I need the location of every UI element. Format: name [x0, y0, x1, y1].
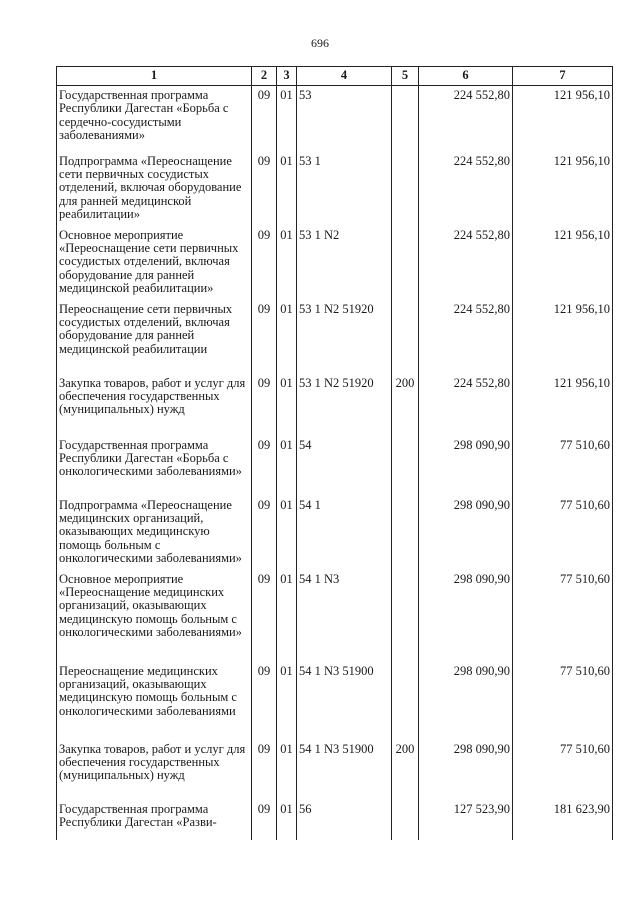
row-name: Основное мероприятие «Переоснащение сети первичных сосудистых отделений, включая оборудование для ранней медицинской реабилитации»	[57, 226, 252, 300]
row-amount-6: 298 090,90	[419, 662, 513, 740]
row-name: Подпрограмма «Переоснащение сети первичных сосудистых отделений, включая оборудование для ранней медицинской реабилитации»	[57, 152, 252, 226]
table-row	[57, 152, 613, 226]
row-subsection: 01	[277, 300, 297, 374]
row-subsection: 01	[277, 570, 297, 662]
table-row	[57, 800, 613, 840]
row-target-code: 53 1 N2 51920	[297, 300, 392, 374]
row-expense-type	[392, 226, 419, 300]
row-amount-7: 77 510,60	[513, 496, 613, 570]
row-amount-7: 77 510,60	[513, 740, 613, 800]
row-subsection: 01	[277, 152, 297, 226]
row-target-code: 54 1 N3 51900	[297, 662, 392, 740]
row-amount-6: 224 552,80	[419, 86, 513, 152]
row-target-code: 53 1	[297, 152, 392, 226]
row-section: 09	[252, 226, 277, 300]
row-target-code: 53	[297, 86, 392, 152]
col-header-4: 4	[297, 67, 392, 86]
row-name: Переоснащение медицинских организаций, оказывающих медицинскую помощь больным с онкологическими заболеваниями	[57, 662, 252, 740]
table-row	[57, 570, 613, 662]
table-row	[57, 496, 613, 570]
row-subsection: 01	[277, 800, 297, 840]
row-expense-type	[392, 570, 419, 662]
row-expense-type	[392, 800, 419, 840]
page-number: 696	[311, 36, 329, 50]
header-row	[57, 67, 613, 86]
row-name: Закупка товаров, работ и услуг для обеспечения государственных (муниципальных) нужд	[57, 740, 252, 800]
row-target-code: 54 1 N3	[297, 570, 392, 662]
table-row	[57, 86, 613, 152]
row-target-code: 54	[297, 436, 392, 496]
row-expense-type: 200	[392, 740, 419, 800]
row-expense-type	[392, 662, 419, 740]
row-subsection: 01	[277, 374, 297, 436]
row-name: Государственная программа Республики Дагестан «Борьба с сердечно-сосудистыми заболеваниями»	[57, 86, 252, 152]
col-header-3: 3	[277, 67, 297, 86]
row-subsection: 01	[277, 436, 297, 496]
table-row	[57, 662, 613, 740]
row-amount-6: 224 552,80	[419, 374, 513, 436]
row-expense-type	[392, 152, 419, 226]
row-subsection: 01	[277, 496, 297, 570]
row-subsection: 01	[277, 662, 297, 740]
row-expense-type	[392, 496, 419, 570]
row-section: 09	[252, 436, 277, 496]
row-amount-7: 77 510,60	[513, 662, 613, 740]
row-subsection: 01	[277, 740, 297, 800]
row-amount-7: 121 956,10	[513, 300, 613, 374]
col-header-7: 7	[513, 67, 613, 86]
row-name: Государственная программа Республики Дагестан «Разви-	[57, 800, 252, 840]
row-name: Государственная программа Республики Дагестан «Борьба с онкологическими заболеваниями»	[57, 436, 252, 496]
budget-table	[56, 66, 613, 840]
row-expense-type	[392, 86, 419, 152]
row-amount-7: 181 623,90	[513, 800, 613, 840]
col-header-1: 1	[57, 67, 252, 86]
row-name: Закупка товаров, работ и услуг для обеспечения государственных (муниципальных) нужд	[57, 374, 252, 436]
col-header-2: 2	[252, 67, 277, 86]
row-amount-7: 121 956,10	[513, 86, 613, 152]
row-target-code: 53 1 N2 51920	[297, 374, 392, 436]
row-amount-6: 298 090,90	[419, 436, 513, 496]
col-header-5: 5	[392, 67, 419, 86]
row-expense-type	[392, 300, 419, 374]
row-amount-7: 121 956,10	[513, 226, 613, 300]
row-section: 09	[252, 86, 277, 152]
row-target-code: 53 1 N2	[297, 226, 392, 300]
row-name: Подпрограмма «Переоснащение медицинских организаций, оказывающих медицинскую помощь больным с онкологическими заболеваниями»	[57, 496, 252, 570]
row-section: 09	[252, 374, 277, 436]
row-amount-7: 77 510,60	[513, 436, 613, 496]
table-row	[57, 300, 613, 374]
row-subsection: 01	[277, 226, 297, 300]
row-amount-6: 298 090,90	[419, 740, 513, 800]
row-name: Переоснащение сети первичных сосудистых отделений, включая оборудование для ранней медицинской реабилитации	[57, 300, 252, 374]
row-section: 09	[252, 800, 277, 840]
row-section: 09	[252, 496, 277, 570]
row-section: 09	[252, 740, 277, 800]
row-name: Основное мероприятие «Переоснащение медицинских организаций, оказывающих медицинскую помощь больным с онкологическими заболеваниями»	[57, 570, 252, 662]
row-amount-6: 298 090,90	[419, 570, 513, 662]
row-section: 09	[252, 570, 277, 662]
row-target-code: 56	[297, 800, 392, 840]
table-row	[57, 226, 613, 300]
row-subsection: 01	[277, 86, 297, 152]
row-expense-type	[392, 436, 419, 496]
row-amount-6: 298 090,90	[419, 496, 513, 570]
row-amount-6: 224 552,80	[419, 300, 513, 374]
row-target-code: 54 1	[297, 496, 392, 570]
row-amount-7: 121 956,10	[513, 374, 613, 436]
row-amount-6: 224 552,80	[419, 226, 513, 300]
table-row	[57, 436, 613, 496]
col-header-6: 6	[419, 67, 513, 86]
row-amount-7: 77 510,60	[513, 570, 613, 662]
row-section: 09	[252, 662, 277, 740]
row-amount-6: 224 552,80	[419, 152, 513, 226]
row-amount-7: 121 956,10	[513, 152, 613, 226]
table-row	[57, 740, 613, 800]
row-amount-6: 127 523,90	[419, 800, 513, 840]
row-section: 09	[252, 152, 277, 226]
row-section: 09	[252, 300, 277, 374]
row-expense-type: 200	[392, 374, 419, 436]
row-target-code: 54 1 N3 51900	[297, 740, 392, 800]
table-row	[57, 374, 613, 436]
